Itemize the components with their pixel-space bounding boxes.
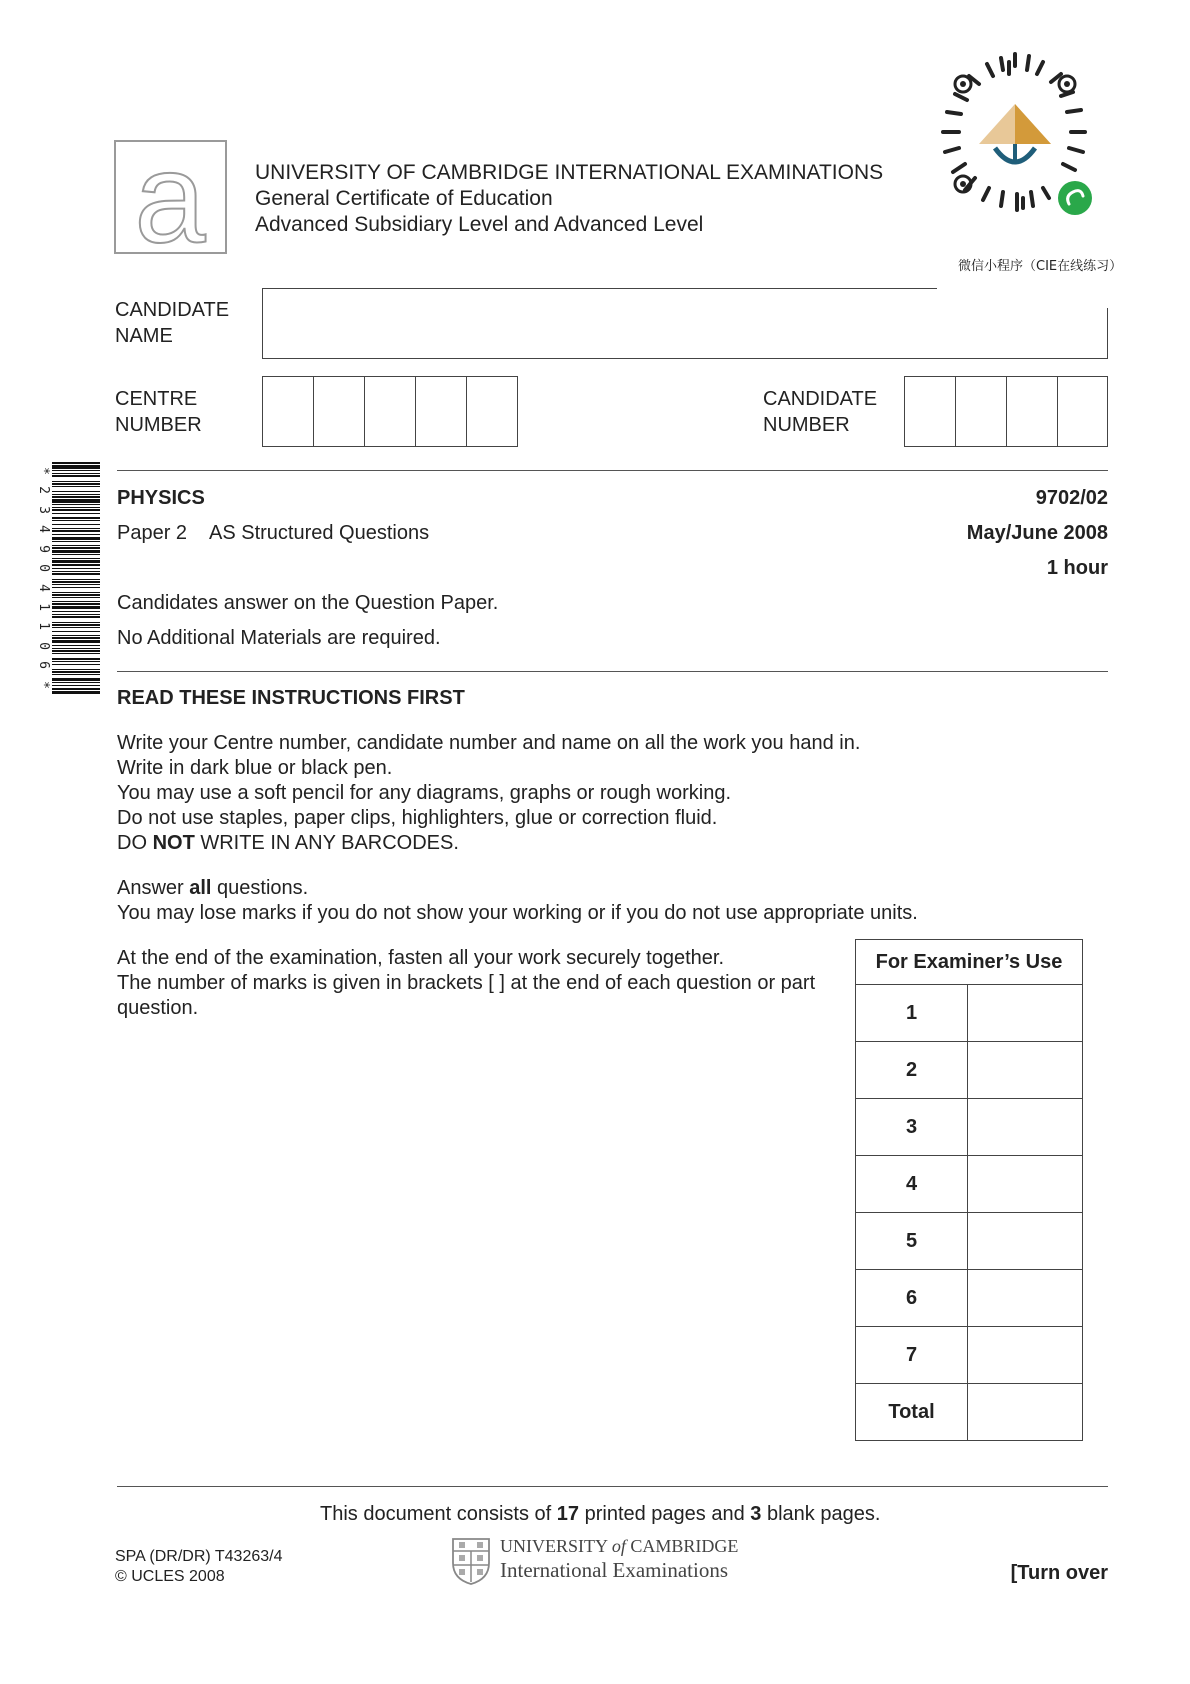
barcode-digit: 2 [36,486,51,495]
barcode-bar [52,674,100,675]
candidate-name-field[interactable] [264,290,1106,357]
instruction-line: At the end of the examination, fasten all your work securely together. [117,947,725,969]
barcode-bar [52,530,100,532]
barcode-bar [52,550,100,553]
score-cell[interactable] [968,1384,1083,1441]
barcode-digit: * [36,467,51,475]
barcode-bar [52,661,100,662]
barcode-bar [52,517,100,519]
barcode-digit: 4 [36,583,51,592]
university-title: UNIVERSITY OF CAMBRIDGE INTERNATIONAL EXAMINATIONS [255,161,884,184]
candidate-name-label-line1: CANDIDATE [115,299,230,321]
barcode-bar [52,513,100,514]
barcode [52,462,100,695]
barcode-digit: 1 [36,622,51,631]
barcode-bar [52,671,100,673]
barcode-bar [52,624,100,626]
barcode-bar [52,465,100,468]
barcode-bar [52,581,100,583]
score-cell[interactable] [968,1042,1083,1099]
barcode-bar [52,537,100,540]
barcode-bar [52,606,100,609]
instruction-line: Do not use staples, paper clips, highlighters, glue or correction fluid. [117,807,718,829]
subject-title: PHYSICS [117,487,205,509]
svg-text:a: a [134,142,206,252]
barcode-bar [52,524,100,525]
barcode-bar [52,653,100,654]
score-cell[interactable] [968,1099,1083,1156]
barcode-bar [52,631,100,632]
centre-number-label-line1: CENTRE [115,388,198,410]
wechat-mini-program-qr-icon[interactable] [925,48,1105,233]
candidate-name-label-line2: NAME [115,325,173,347]
paper-code: 9702/02 [1035,487,1108,509]
copyright: © UCLES 2008 [115,1568,225,1585]
score-cell[interactable] [968,985,1083,1042]
materials-line2: No Additional Materials are required. [117,627,441,649]
exam-duration: 1 hour [1046,557,1108,579]
examiner-table-row [856,1099,1083,1156]
barcode-bar [52,640,100,643]
question-number-cell: 5 [856,1213,968,1270]
divider [117,671,1108,672]
barcode-bar [52,504,100,505]
barcode-bar [52,658,100,660]
barcode-bar [52,688,100,690]
barcode-bar [52,571,100,572]
exam-session: May/June 2008 [966,522,1108,544]
brand-line1: UNIVERSITY of CAMBRIDGE [500,1536,739,1556]
question-number-cell: 6 [856,1270,968,1327]
instruction-line: question. [117,997,199,1019]
paper-number: Paper 2 [117,522,188,544]
barcode-digit: 6 [36,661,51,670]
barcode-bar [52,637,100,639]
question-number-cell: 4 [856,1156,968,1213]
barcode-bar [52,475,100,477]
barcode-digit: * [36,680,51,689]
barcode-bar [52,603,100,605]
candidate-number-field[interactable] [904,376,1108,447]
examiner-table-heading: For Examiner’s Use [856,940,1083,985]
barcode-bar [52,462,100,464]
barcode-bar [52,541,100,542]
score-cell[interactable] [968,1213,1083,1270]
page-count-note: This document consists of 17 printed pages and 3 blank pages. [320,1503,881,1525]
barcode-bar [52,486,100,487]
barcode-digit: 0 [36,564,51,572]
instruction-line: Answer all questions. [117,877,309,899]
barcode-bar [52,496,100,498]
centre-number-label-line2: NUMBER [115,414,202,436]
barcode-bar [52,597,100,598]
barcode-bar [52,509,100,511]
score-cell[interactable] [968,1156,1083,1213]
barcode-bar [52,648,100,649]
instruction-line: The number of marks is given in brackets [ ] at the end of each question or part [117,972,816,994]
examiner-table-row [856,1270,1083,1327]
barcode-bar [52,614,100,615]
barcode-bar [52,494,100,495]
barcode-bar [52,601,100,602]
examiner-table-row [856,1042,1083,1099]
barcode-bar [52,592,100,593]
barcode-bar [52,545,100,546]
barcode-bar [52,520,100,521]
barcode-bar [52,587,100,588]
brand-line2: International Examinations [500,1558,729,1582]
examiner-table-row [856,1327,1083,1384]
barcode-bar [52,499,100,502]
question-number-cell: 1 [856,985,968,1042]
barcode-bar [52,470,100,471]
barcode-bar [52,664,100,665]
instruction-line: DO NOT WRITE IN ANY BARCODES. [117,832,459,854]
barcode-bar [52,528,100,529]
examiner-use-table [855,939,1083,1441]
logo-letter-icon [116,142,225,252]
paper-title: AS Structured Questions [209,522,430,544]
barcode-bar [52,568,100,569]
document-reference: SPA (DR/DR) T43263/4 [115,1548,283,1565]
divider [117,470,1108,471]
question-number-cell: 3 [856,1099,968,1156]
barcode-digit: 0 [36,641,51,650]
instruction-line: Write in dark blue or black pen. [117,757,393,779]
materials-line1: Candidates answer on the Question Paper. [117,592,499,614]
barcode-bar [52,627,100,628]
divider [117,1486,1108,1487]
barcode-bar [52,554,100,555]
barcode-bar [52,611,100,612]
barcode-bar [52,584,100,585]
candidate-number-label-line2: NUMBER [763,414,850,436]
barcode-digits [36,462,50,695]
examiner-table-row [856,1384,1083,1441]
barcode-bar [52,678,100,681]
barcode-bar [52,473,100,474]
turn-over-note: [Turn over [1010,1562,1108,1584]
barcode-bar [52,560,100,563]
barcode-digit: 4 [36,525,51,534]
instructions-heading: READ THESE INSTRUCTIONS FIRST [117,687,465,709]
examiner-table-row [856,985,1083,1042]
barcode-bar [52,691,100,694]
barcode-bar [52,622,100,623]
level-title: Advanced Subsidiary Level and Advanced Level [255,213,704,236]
instruction-line: You may lose marks if you do not show your working or if you do not use appropriate units. [117,902,918,924]
centre-number-field[interactable] [262,376,518,447]
barcode-bar [52,573,100,575]
barcode-bar [52,483,100,485]
barcode-bar [52,547,100,549]
score-cell[interactable] [968,1270,1083,1327]
question-number-cell: Total [856,1384,968,1441]
question-number-cell: 2 [856,1042,968,1099]
barcode-bar [52,558,100,559]
examiner-table-row [856,1156,1083,1213]
score-cell[interactable] [968,1327,1083,1384]
barcode-bar [52,594,100,596]
barcode-digit: 1 [36,602,51,611]
barcode-bar [52,635,100,636]
certificate-title: General Certificate of Education [255,187,553,210]
barcode-bar [52,616,100,618]
barcode-digit: 3 [36,505,51,514]
barcode-bar [52,507,100,508]
barcode-bar [52,650,100,652]
qr-caption: 微信小程序（CIE在线练习） [958,259,1123,274]
barcode-bar [52,685,100,686]
barcode-digit: 9 [36,544,51,553]
question-number-cell: 7 [856,1327,968,1384]
barcode-bar [52,579,100,580]
barcode-bar [52,534,100,535]
examiner-table-row [856,1213,1083,1270]
barcode-bar [52,669,100,670]
barcode-bar [52,564,100,566]
instruction-line: Write your Centre number, candidate number and name on all the work you hand in. [117,732,861,754]
candidate-number-label-line1: CANDIDATE [763,388,878,410]
barcode-bar [52,491,100,492]
instruction-line: You may use a soft pencil for any diagrams, graphs or rough working. [117,782,732,804]
paper-logo [114,140,227,254]
barcode-bar [52,481,100,482]
barcode-bar [52,645,100,646]
cambridge-crest-icon [451,1537,491,1585]
barcode-bar [52,682,100,683]
